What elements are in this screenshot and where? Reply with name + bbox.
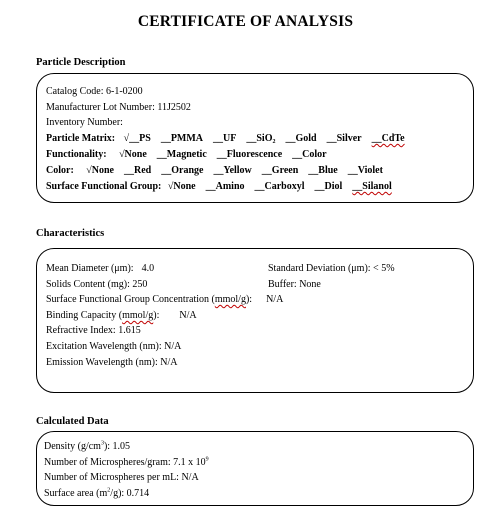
surface-functional-group-label: Surface Functional Group: — [46, 181, 162, 192]
calculated-data-heading: Calculated Data — [36, 416, 109, 427]
standard-deviation: Standard Deviation (μm): < 5% — [268, 263, 395, 274]
mean-diameter-label: Mean Diameter (μm): — [46, 263, 134, 274]
color-option: __Violet — [347, 165, 383, 176]
density-exponent: 3 — [100, 440, 104, 447]
functionality-option: __Color — [292, 149, 327, 160]
surface-area-value: /g): 0.714 — [110, 488, 150, 499]
surface-group-option: √None — [167, 181, 196, 192]
mean-diameter — [46, 263, 154, 275]
surface-group-option: __Amino — [205, 181, 245, 192]
surface-group-option: __Diol — [314, 181, 343, 192]
binding-capacity-label-end: ): — [153, 310, 160, 321]
color-option: __Yellow — [213, 165, 252, 176]
sfg-concentration — [46, 294, 283, 306]
matrix-option: √__PS — [123, 133, 151, 144]
matrix-option: __SiO₂ — [246, 133, 276, 144]
binding-capacity-unit: mmol/g — [122, 310, 154, 321]
excitation-wavelength: Excitation Wavelength (nm): N/A — [46, 341, 182, 352]
surface-area-label: Surface area (m — [44, 488, 108, 499]
sfg-concentration-unit: mmol/g — [214, 294, 246, 305]
buffer: Buffer: None — [268, 279, 321, 290]
color-option: __Orange — [161, 165, 204, 176]
microspheres-per-gram-text: Number of Microspheres/gram: 7.1 x 10 — [44, 457, 206, 468]
matrix-option: __UF — [213, 133, 237, 144]
binding-capacity — [46, 310, 197, 322]
microspheres-per-gram-exponent: 9 — [205, 456, 209, 463]
mean-diameter-value: 4.0 — [141, 263, 155, 274]
microspheres-per-ml: Number of Microspheres per mL: N/A — [44, 472, 199, 483]
refractive-index: Refractive Index: 1.615 — [46, 325, 141, 336]
sfg-concentration-value: N/A — [266, 294, 284, 305]
functionality-option: __Magnetic — [156, 149, 207, 160]
sfg-concentration-label-end: ): — [245, 294, 253, 305]
density-label: Density (g/cm — [44, 441, 101, 452]
inventory-number: Inventory Number: — [46, 117, 123, 128]
color-option: __Green — [261, 165, 299, 176]
particle-matrix-row — [46, 133, 415, 145]
surface-area-exponent: 2 — [107, 487, 111, 494]
emission-wavelength: Emission Wavelength (nm): N/A — [46, 357, 178, 368]
surface-functional-group-row — [46, 181, 402, 193]
document-title: CERTIFICATE OF ANALYSIS — [137, 13, 354, 30]
microspheres-per-gram — [44, 457, 209, 469]
functionality-option: __Fluorescence — [216, 149, 283, 160]
surface-group-option: __Silanol — [352, 181, 392, 192]
manufacturer-lot-number: Manufacturer Lot Number: 11J2502 — [46, 102, 191, 113]
solids-content: Solids Content (mg): 250 — [46, 279, 148, 290]
color-option: __Blue — [308, 165, 338, 176]
color-option: √None — [86, 165, 114, 176]
matrix-option: __Gold — [285, 133, 317, 144]
matrix-option: __CdTe — [371, 133, 405, 144]
sfg-concentration-label: Surface Functional Group Concentration ( — [46, 294, 215, 305]
binding-capacity-label: Binding Capacity ( — [46, 310, 123, 321]
catalog-code: Catalog Code: 6-1-0200 — [46, 86, 143, 97]
functionality-option: √None — [119, 149, 147, 160]
density-value: ): 1.05 — [103, 441, 131, 452]
particle-matrix-label: Particle Matrix: — [46, 133, 116, 144]
matrix-option: __PMMA — [160, 133, 204, 144]
color-label: Color: — [46, 165, 74, 176]
functionality-row — [46, 149, 337, 161]
characteristics-heading: Characteristics — [36, 228, 105, 239]
particle-description-heading: Particle Description — [36, 57, 126, 68]
surface-group-option: __Carboxyl — [254, 181, 305, 192]
binding-capacity-value: N/A — [179, 310, 197, 321]
color-row — [46, 165, 393, 177]
density — [44, 441, 130, 453]
color-option: __Red — [124, 165, 152, 176]
surface-area — [44, 488, 149, 500]
matrix-option: __Silver — [326, 133, 362, 144]
functionality-label: Functionality: — [46, 149, 107, 160]
